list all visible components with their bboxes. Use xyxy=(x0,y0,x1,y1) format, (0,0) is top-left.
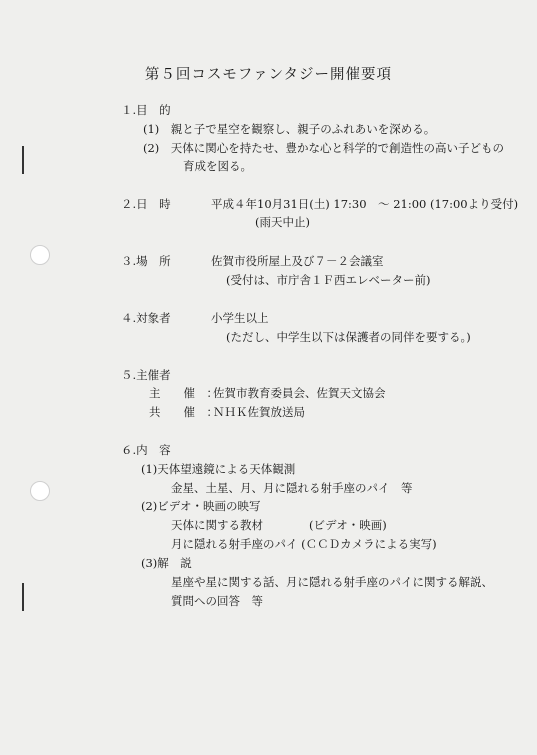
section-4-value: 小学生以上 xyxy=(211,311,269,325)
section-2-value: 平成４年10月31日(土) 17:30 ～ 21:00 (17:00より受付) xyxy=(211,197,519,211)
content-item-2-detail-2: 月に隠れる射手座のパイ (ＣＣＤカメラによる実写) xyxy=(171,537,437,551)
co-organizer-label: 共 催 ： xyxy=(149,405,218,419)
margin-mark-top xyxy=(22,146,24,174)
section-6-heading: ６.内 容 xyxy=(121,443,171,457)
co-organizer-value: ＮＨＫ佐賀放送局 xyxy=(213,405,305,419)
section-2-heading: ２.日 時 xyxy=(121,197,171,211)
punch-hole-bottom xyxy=(30,481,50,501)
section-5-heading: ５.主催者 xyxy=(121,368,171,382)
content-item-1: (1)天体望遠鏡による天体観測 xyxy=(141,462,296,476)
section-3-heading: ３.場 所 xyxy=(121,254,171,268)
content-item-2-detail-1: 天体に関する教材 (ビデオ・映画) xyxy=(171,518,387,532)
content-item-3-detail-1: 星座や星に関する話、月に隠れる射手座のパイに関する解説、 xyxy=(171,575,493,589)
content-item-3: (3)解 説 xyxy=(141,556,192,570)
section-4-heading: ４.対象者 xyxy=(121,311,171,325)
document-title: 第５回コスモファンタジー開催要項 xyxy=(144,67,393,83)
section-3-note: (受付は、市庁舎１Ｆ西エレベーター前) xyxy=(226,273,431,287)
section-1-item-2-cont: 育成を図る。 xyxy=(183,159,252,173)
margin-mark-bottom xyxy=(22,583,24,611)
content-item-1-detail: 金星、土星、月、月に隠れる射手座のパイ 等 xyxy=(171,481,413,495)
section-2-note: (雨天中止) xyxy=(255,215,310,229)
content-item-3-detail-2: 質問への回答 等 xyxy=(171,594,263,608)
section-3-value: 佐賀市役所屋上及び７－２会議室 xyxy=(211,254,384,268)
section-1-item-2: (2) 天体に関心を持たせ、豊かな心と科学的で創造性の高い子どもの xyxy=(143,141,504,155)
punch-hole-top xyxy=(30,245,50,265)
section-1-heading: １.目 的 xyxy=(121,103,171,117)
organizer-label: 主 催 ： xyxy=(149,386,218,400)
content-item-2: (2)ビデオ・映画の映写 xyxy=(141,499,261,513)
section-4-note: (ただし、中学生以下は保護者の同伴を要する。) xyxy=(226,330,471,344)
section-1-item-1: (1) 親と子で星空を観察し、親子のふれあいを深める。 xyxy=(143,122,436,136)
organizer-value: 佐賀市教育委員会、佐賀天文協会 xyxy=(213,386,386,400)
